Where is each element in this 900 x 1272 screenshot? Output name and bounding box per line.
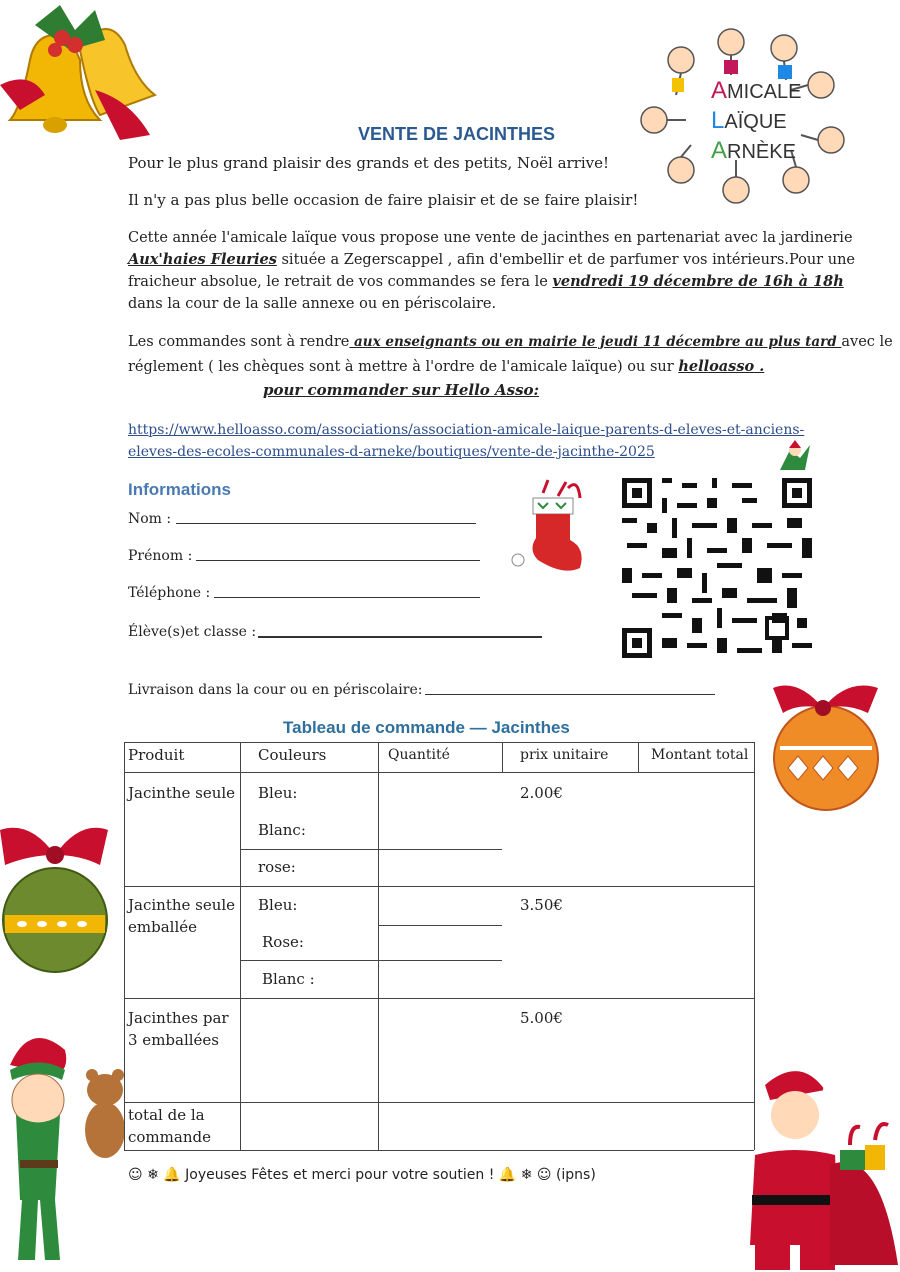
para1-line-c <box>128 272 844 292</box>
header-montant: Montant total <box>651 747 749 763</box>
header-quantite: Quantité <box>388 747 450 763</box>
order-url-line-1[interactable]: https://www.helloasso.com/associations/association-amicale-laique-parents-d-eleves-et-anciens- <box>128 422 805 438</box>
label-prenom: Prénom : <box>128 548 193 564</box>
santa-claus-icon <box>730 1055 900 1272</box>
row1-price: 2.00€ <box>520 784 563 802</box>
page-title: VENTE DE JACINTHES <box>358 124 556 144</box>
para1-line-b-rest: située a Zegerscappel , afin d'embellir et de parfumer vos intérieurs.Pour une <box>276 252 855 268</box>
logo-initial-a2: A <box>711 137 728 164</box>
para2-b-start: réglement ( les chèques sont à mettre à l'ordre de l'amicale laïque) ou sur <box>128 359 679 375</box>
row3-product: Jacinthes par 3 emballées <box>128 1009 229 1049</box>
snowflake-icon: ❄ <box>147 1167 159 1183</box>
santa-icon: ☺ <box>128 1167 143 1183</box>
intro-line-2: Il n'y a pas plus belle occasion de faire plaisir et de se faire plaisir! <box>128 191 639 209</box>
total-label: total de la commande <box>128 1106 211 1146</box>
bell-icon: 🔔 <box>163 1167 181 1183</box>
helloasso-link[interactable]: helloasso . <box>678 358 765 375</box>
table-title: Tableau de commande — Jacinthes <box>283 718 570 737</box>
elf-and-teddy-icon <box>0 1020 140 1270</box>
field-eleve[interactable] <box>258 636 542 638</box>
ornament-right-icon <box>768 668 883 816</box>
christmas-bells-icon <box>0 0 160 150</box>
field-telephone[interactable] <box>214 597 480 598</box>
ornament-left-icon <box>0 815 110 975</box>
footer <box>128 1165 596 1185</box>
footer-note: (ipns) <box>555 1167 596 1183</box>
label-nom: Nom : <box>128 511 172 527</box>
stocking-icon <box>508 478 593 578</box>
row2-product: Jacinthe seule emballée <box>128 896 236 936</box>
svg-text:LAÏQUE <box>711 107 787 134</box>
order-url-line-2[interactable]: eleves-des-ecoles-communales-d-arneke/boutiques/vente-de-jacinthe-2025 <box>128 444 655 460</box>
row3-price: 5.00€ <box>520 1009 563 1027</box>
svg-text:ARNÈKE <box>711 137 796 164</box>
bell-icon-2: 🔔 <box>498 1167 517 1183</box>
logo-line2: AÏQUE <box>724 111 787 133</box>
label-eleve: Élève(s)et classe : <box>128 624 257 640</box>
santa-icon-2: ☺ <box>536 1167 552 1183</box>
logo-line3: RNÈKE <box>727 141 796 163</box>
para2-a-end: avec le <box>841 334 893 350</box>
logo-initial-a: A <box>711 77 728 104</box>
field-nom[interactable] <box>176 523 476 524</box>
para2-line-a <box>128 332 893 352</box>
intro-line-1: Pour le plus grand plaisir des grands et des petits, Noël arrive! <box>128 154 610 172</box>
row2-color-blanc: Blanc : <box>262 970 315 988</box>
label-livraison: Livraison dans la cour ou en périscolaire: <box>128 682 423 698</box>
para1-line-c-start: fraicheur absolue, le retrait de vos commandes se fera le <box>128 274 553 290</box>
header-produit: Produit <box>128 746 185 764</box>
field-prenom[interactable] <box>196 560 480 561</box>
svg-text:AMICALE <box>711 77 801 104</box>
row1-color-rose: rose: <box>258 858 296 876</box>
para2-line-b <box>128 357 764 377</box>
label-telephone: Téléphone : <box>128 585 211 601</box>
qr-code <box>622 478 812 658</box>
row2-price: 3.50€ <box>520 896 563 914</box>
pickup-date: vendredi 19 décembre de 16h à 18h <box>552 273 844 290</box>
footer-text: Joyeuses Fêtes et merci pour votre soutien ! <box>185 1167 495 1183</box>
snowflake-icon-2: ❄ <box>520 1167 533 1183</box>
header-prix: prix unitaire <box>520 747 609 763</box>
row1-product: Jacinthe seule <box>128 784 236 802</box>
helloasso-heading: pour commander sur Hello Asso: <box>263 381 540 399</box>
para2-a-start: Les commandes sont à rendre <box>128 334 350 350</box>
elf-small-icon <box>775 440 815 476</box>
row1-color-blanc: Blanc: <box>258 821 306 839</box>
field-livraison[interactable] <box>425 694 715 695</box>
logo-line1: MICALE <box>727 81 802 103</box>
row2-color-bleu: Bleu: <box>258 896 298 914</box>
amicale-logo <box>636 20 856 205</box>
para1-line-b <box>128 250 855 270</box>
para1-line-d: dans la cour de la salle annexe ou en périscolaire. <box>128 296 497 312</box>
info-heading: Informations <box>128 480 231 499</box>
deadline: aux enseignants ou en mairie le jeudi 11 décembre au plus tard <box>349 334 842 350</box>
para1-line-a: Cette année l'amicale laïque vous propose une vente de jacinthes en partenariat avec la jardinerie <box>128 230 853 246</box>
row1-color-bleu: Bleu: <box>258 784 298 802</box>
row2-color-rose: Rose: <box>262 933 304 951</box>
logo-initial-l: L <box>711 107 725 134</box>
header-couleurs: Couleurs <box>258 746 327 764</box>
partner-name: Aux'haies Fleuries <box>128 251 277 268</box>
